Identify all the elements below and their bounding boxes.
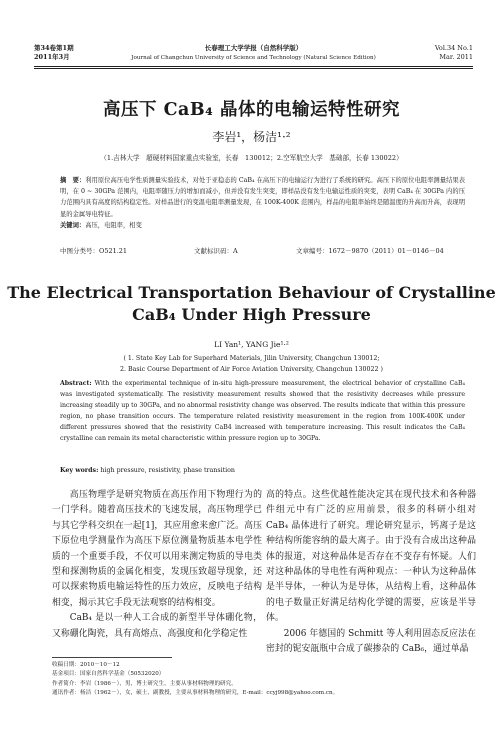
header-journal [124, 44, 383, 63]
body-paragraph: CaB₄ 是以一种人工合成的新型半导体硼化物，又称硼化陶瓷，具有高熔点、高强度和化学稳定性 [52, 613, 262, 639]
abstract-en-label: Abstract: [60, 380, 92, 387]
paper-title-cn: 高压下 CaB₄ 晶体的电输运特性研究 [103, 100, 400, 120]
body-column-left [52, 488, 262, 642]
footnote-author: 作者简介：李岩（1986－），男，博士研究生，主要从事材料物理的研究。 [52, 680, 237, 687]
header-date-cn: 2011年3月 [34, 53, 70, 61]
footnote-corresponding: 通讯作者：杨洁（1962－），女，硕士，副教授，主要从事材料物理的研究，E-mail：ccyj998@yahoo.com.cn。 [52, 689, 339, 696]
authors-cn: 李岩¹，杨洁¹·² [212, 130, 291, 144]
affiliation-en-line2: 2. Basic Course Department of Air Force Aviation University, Changchun 130022 ) [119, 365, 384, 373]
body-paragraph: 2006 年德国的 Schmitt 等人利用固态反应法在密封的铌安瓿瓶中合成了碳掺杂的 CaB₆，通过单晶 [266, 628, 476, 655]
abstract-cn [60, 175, 465, 231]
abstract-en [60, 379, 465, 444]
article-number: 文章编号：1672－9870（2011）01－0146－04 [296, 247, 444, 255]
header-date-en: Mar. 2011 [439, 53, 473, 61]
footnotes [52, 657, 473, 698]
header-rule-bottom [34, 68, 473, 69]
running-header [34, 44, 473, 74]
affiliation-en-line1: ( 1. State Key Lab for Superhard Materials, Jilin University, Changchun 130012; [123, 355, 380, 362]
keywords-en-block [60, 467, 465, 474]
footnote-rule [52, 657, 172, 658]
header-volume [34, 44, 74, 62]
abstract-cn-label: 摘 要： [60, 177, 86, 184]
header-volume-issue: 第34卷第1期 [34, 44, 74, 52]
body-paragraph: 高的特点。这些优越性能决定其在现代技术和各种器件组元中有广泛的应用前景，很多的科研小组对 CaB₄ 晶体进行了研究。理论研究显示，钙离子是这种结构所能容纳的最大离子。由于没有合成出这种晶体的报道，对这种晶体是否存在不变存有怀疑。人们对这种晶体的导电性有两种观点：一种认为这种晶体是半导体，一种认为是导体，从结构上看，这种晶体的电子数量正好满足结构化学键的需要，应该是半导体。 [266, 490, 476, 624]
journal-name-en: Journal of Changchun University of Science and Technology (Natural Science Edition) [131, 55, 376, 61]
authors-en: LI Yan¹, YANG Jie¹·² [214, 340, 289, 349]
header-rule-top [34, 66, 473, 67]
keywords-en: high pressure, resistivity, phase transition [100, 467, 235, 474]
header-vol-no: Vol.34 No.1 [434, 44, 473, 52]
affiliation-cn: （1.吉林大学 超硬材料国家重点实验室，长春 130012；2.空军航空大学 基础部，长春 130022） [100, 154, 403, 162]
abstract-cn-text: 利用原位高压电学性质测量实验技术，对处于亚稳态的 CaB₄ 在高压下的电输运行为进行了系统的研究。高压下的原位电阻率测量结果表明，在 0 ~ 30GPa 范围内，电阻率随压力的增加而减小，但并没有发生突变，即样品没有发生电输运性质的突变，表明 CaB₄ 在 30GPa 内的压力范围内具有高度的结构稳定性。对样品进行的变温电阻率测量发现，在 100K-400K 范围内，样品的电阻率始终是随温度的升高而升高，表现明显的金属导电特征。 [60, 177, 465, 218]
affiliation-en [40, 354, 463, 375]
footnote-fund: 基金项目：国家自然科学基金（50532020） [52, 671, 165, 678]
journal-name-cn: 长春理工大学学报（自然科学版） [204, 44, 303, 52]
title-en-line1: The Electrical Transportation Behaviour of Crystalline [7, 283, 496, 302]
clc-number: 中图分类号：O521.21 [60, 247, 128, 255]
header-vol-en [435, 44, 473, 62]
abstract-en-text: With the experimental technique of in-situ high-pressure measurement, the electrical behavior of crystalline CaB₄ was investigated systematically. The resistivity measurement results showed that the resistivity decreases while pressure increasing steadily up to 30GPa, and no abnormal resistivity change was observed. The results indicate that within this pressure region, no phase transition occurs. The temperature related resistivity measurement in the region from 100K-400K under different pressures showed that the resistivity CaB4 increased with temperature increasing. This result indicates the CaB₄ crystalline can remain its metal characteristic within pressure region up to 30GPa. [60, 380, 465, 442]
keywords-en-label: Key words: [60, 467, 99, 474]
keywords-cn: 高压，电阻率，相变 [85, 221, 142, 229]
paper-title-en [0, 282, 503, 326]
keywords-cn-label: 关键词： [60, 221, 86, 229]
title-en-line2: CaB₄ Under High Pressure [132, 305, 371, 324]
document-code: 文献标识码：A [194, 247, 238, 255]
footnote-received: 收稿日期：2010－10－12 [52, 662, 120, 668]
body-column-right [266, 488, 476, 657]
body-paragraph: 高压物理学是研究物质在高压作用下物理行为的一门学科。随着高压技术的飞速发展，高压物理学已与其它学科交织在一起[1]，其应用愈来愈广泛。高压下原位电学测量作为高压下原位测量物质基本电学性质的一个重要手段，不仅可以用来测定物质的导电类型和探测物质的金属化相变，发现压致超导现象，还可以探索物质电输运特性的压力效应，反映电子结构相变，揭示其它手段无法观察的结构相变。 [52, 490, 262, 608]
